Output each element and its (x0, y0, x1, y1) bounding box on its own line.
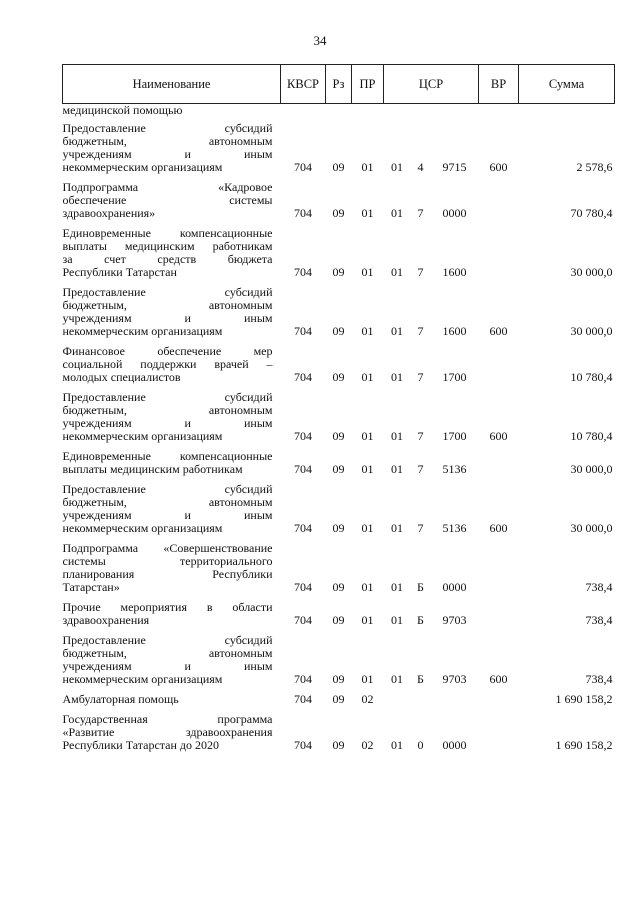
cell-pr: 01 (361, 265, 374, 279)
cell-csr2: 4 (417, 160, 424, 174)
cell-csr3: 5136 (442, 521, 467, 535)
row-name-line: Предоставление субсидий (62, 285, 273, 299)
cell-vr: 600 (489, 429, 508, 443)
row-name-line: учреждениям и иным (62, 147, 273, 161)
row-name-line: Амбулаторная помощь (62, 692, 179, 706)
cell-csr2: 7 (417, 370, 424, 384)
cell-pr: 01 (361, 672, 374, 686)
cell-csr2: Б (417, 672, 424, 686)
cell-pr: 02 (361, 692, 374, 706)
cell-csr1: 01 (391, 160, 403, 174)
cell-csr3: 1600 (442, 265, 467, 279)
row-name-line: обеспечение системы (62, 193, 273, 207)
row-name-line: системы территориального (62, 554, 273, 568)
cell-csr2: 0 (417, 738, 424, 752)
cell-rz: 09 (332, 429, 345, 443)
cell-csr1: 01 (391, 324, 403, 338)
cell-rz: 09 (332, 613, 345, 627)
cell-vr: 600 (489, 521, 508, 535)
row-name-line: бюджетным, автономным (62, 495, 273, 509)
cell-pr: 01 (361, 580, 374, 594)
page-number: 34 (313, 33, 327, 48)
cell-rz: 09 (332, 462, 345, 476)
cell-csr3 (431, 688, 479, 708)
row-name-line: здравоохранения» (62, 206, 156, 220)
row-name-line: за счет средств бюджета (62, 252, 273, 266)
cell-sum: 10 780,4 (570, 370, 613, 384)
header-sum: Сумма (519, 65, 615, 104)
row-name-line: учреждениям и иным (62, 416, 273, 430)
table-row (63, 537, 615, 596)
row-name (63, 386, 281, 445)
cell-kvsr: 704 (294, 370, 312, 384)
cell-csr3: 0000 (442, 580, 467, 594)
cell-csr3: 1700 (442, 429, 467, 443)
table-row (63, 386, 615, 445)
cell-rz: 09 (332, 521, 345, 535)
table-row (63, 478, 615, 537)
cell-csr2: Б (417, 613, 424, 627)
cell-sum: 738,4 (585, 613, 613, 627)
row-name-line: бюджетным, автономным (62, 403, 273, 417)
cell-sum: 30 000,0 (570, 462, 613, 476)
row-name-line: некоммерческим организациям (62, 160, 223, 174)
cell-csr3: 5136 (442, 462, 467, 476)
cell-rz: 09 (332, 324, 345, 338)
row-name-line: бюджетным, автономным (62, 646, 273, 660)
row-name-line: Предоставление субсидий (62, 633, 273, 647)
row-name-line: Единовременные компенсационные (62, 226, 273, 240)
cell-sum: 70 780,4 (570, 206, 613, 220)
budget-table (62, 64, 615, 754)
cell-kvsr: 704 (294, 613, 312, 627)
row-name-line: Предоставление субсидий (62, 390, 273, 404)
row-name (63, 445, 281, 478)
cell-rz: 09 (332, 265, 345, 279)
cell-csr2: 7 (417, 324, 424, 338)
cell-csr1: 01 (391, 580, 403, 594)
cell-vr (479, 596, 519, 629)
row-name (63, 117, 281, 176)
cell-csr1: 01 (391, 370, 403, 384)
cell-sum: 1 690 158,2 (555, 692, 613, 706)
row-name (63, 537, 281, 596)
cell-vr: 600 (489, 324, 508, 338)
table-row (63, 708, 615, 754)
continued-name (63, 104, 281, 118)
cell-kvsr: 704 (294, 324, 312, 338)
row-name-line: Подпрограмма «Кадровое (62, 180, 273, 194)
row-name-line: учреждениям и иным (62, 311, 273, 325)
header-kvsr: КВСР (281, 65, 326, 104)
cell-csr2: 7 (417, 265, 424, 279)
cell-pr: 02 (361, 738, 374, 752)
row-name-line: выплаты медицинским работникам (62, 239, 273, 253)
row-name-line: учреждениям и иным (62, 508, 273, 522)
cell-rz: 09 (332, 370, 345, 384)
row-name-line: Татарстан» (62, 580, 120, 594)
cell-vr (479, 176, 519, 222)
cell-vr: 600 (489, 672, 508, 686)
cell-csr2: 7 (417, 462, 424, 476)
cell-sum: 10 780,4 (570, 429, 613, 443)
row-name (63, 708, 281, 754)
cell-kvsr: 704 (294, 580, 312, 594)
cell-rz: 09 (332, 206, 345, 220)
row-name (63, 596, 281, 629)
cell-sum: 738,4 (585, 580, 613, 594)
cell-pr: 01 (361, 429, 374, 443)
row-name-line: некоммерческим организациям (62, 324, 223, 338)
row-name (63, 281, 281, 340)
row-name-line: социальной поддержки врачей – (62, 357, 273, 371)
cell-sum: 30 000,0 (570, 324, 613, 338)
cell-vr (479, 445, 519, 478)
cell-csr3: 0000 (442, 206, 467, 220)
cell-sum: 738,4 (585, 672, 613, 686)
header-vr: ВР (479, 65, 519, 104)
cell-csr1 (384, 688, 411, 708)
table-row (63, 445, 615, 478)
cell-pr: 01 (361, 462, 374, 476)
table-row (63, 281, 615, 340)
cell-sum: 30 000,0 (570, 265, 613, 279)
row-name-line: Предоставление субсидий (62, 482, 273, 496)
cell-kvsr: 704 (294, 160, 312, 174)
cell-csr2: 7 (417, 521, 424, 535)
header-pr: ПР (352, 65, 384, 104)
cell-csr1: 01 (391, 462, 403, 476)
cell-pr: 01 (361, 324, 374, 338)
table-row (63, 176, 615, 222)
cell-rz: 09 (332, 580, 345, 594)
cell-rz: 09 (332, 672, 345, 686)
cell-csr2: 7 (417, 429, 424, 443)
row-name-line: Государственная программа (62, 712, 273, 726)
header-csr: ЦСР (384, 65, 479, 104)
header-name: Наименование (63, 65, 281, 104)
cell-vr (479, 340, 519, 386)
cell-kvsr: 704 (294, 521, 312, 535)
row-name (63, 629, 281, 688)
row-name (63, 222, 281, 281)
table-row (63, 117, 615, 176)
cell-vr (479, 688, 519, 708)
row-name-line: «Развитие здравоохранения (62, 725, 273, 739)
cell-csr1: 01 (391, 206, 403, 220)
row-name-line: Прочие мероприятия в области (62, 600, 273, 614)
cell-csr1: 01 (391, 613, 403, 627)
row-name (63, 688, 281, 708)
cell-csr3: 1600 (442, 324, 467, 338)
continued-text: медицинской помощью (62, 103, 183, 117)
table-row (63, 596, 615, 629)
row-name-line: молодых специалистов (62, 370, 181, 384)
row-name-line: Предоставление субсидий (62, 121, 273, 135)
row-name-line: выплаты медицинским работникам (62, 462, 243, 476)
table-row (63, 688, 615, 708)
cell-pr: 01 (361, 521, 374, 535)
table-header-row (63, 65, 615, 104)
cell-sum: 2 578,6 (576, 160, 613, 174)
cell-csr1: 01 (391, 738, 403, 752)
cell-vr (479, 708, 519, 754)
row-name-line: некоммерческим организациям (62, 429, 223, 443)
cell-kvsr: 704 (294, 692, 312, 706)
row-name-line: планирования Республики (62, 567, 273, 581)
continued-row (63, 104, 615, 118)
row-name-line: бюджетным, автономным (62, 298, 273, 312)
cell-csr2: Б (417, 580, 424, 594)
row-name-line: бюджетным, автономным (62, 134, 273, 148)
cell-kvsr: 704 (294, 429, 312, 443)
cell-csr1: 01 (391, 265, 403, 279)
cell-csr3: 9703 (442, 672, 467, 686)
cell-csr3: 9703 (442, 613, 467, 627)
cell-csr3: 0000 (442, 738, 467, 752)
row-name-line: здравоохранения (62, 613, 150, 627)
header-rz: Рз (326, 65, 352, 104)
cell-kvsr: 704 (294, 265, 312, 279)
cell-vr: 600 (489, 160, 508, 174)
cell-kvsr: 704 (294, 462, 312, 476)
cell-csr3: 1700 (442, 370, 467, 384)
row-name-line: Финансовое обеспечение мер (62, 344, 273, 358)
cell-kvsr: 704 (294, 738, 312, 752)
cell-pr: 01 (361, 613, 374, 627)
row-name-line: Республики Татарстан до 2020 (62, 738, 220, 752)
cell-vr (479, 222, 519, 281)
cell-sum: 1 690 158,2 (555, 738, 613, 752)
table-row (63, 629, 615, 688)
cell-csr1: 01 (391, 521, 403, 535)
row-name-line: некоммерческим организациям (62, 672, 223, 686)
row-name (63, 176, 281, 222)
table-row (63, 340, 615, 386)
row-name-line: Подпрограмма «Совершенствование (62, 541, 273, 555)
cell-rz: 09 (332, 160, 345, 174)
row-name-line: учреждениям и иным (62, 659, 273, 673)
cell-sum: 30 000,0 (570, 521, 613, 535)
cell-kvsr: 704 (294, 672, 312, 686)
cell-csr1: 01 (391, 672, 403, 686)
cell-csr2 (411, 688, 431, 708)
cell-kvsr: 704 (294, 206, 312, 220)
cell-pr: 01 (361, 206, 374, 220)
row-name-line: Единовременные компенсационные (62, 449, 273, 463)
cell-rz: 09 (332, 692, 345, 706)
cell-csr3: 9715 (442, 160, 467, 174)
table-row (63, 222, 615, 281)
row-name-line: Республики Татарстан (62, 265, 177, 279)
row-name (63, 340, 281, 386)
cell-pr: 01 (361, 160, 374, 174)
row-name (63, 478, 281, 537)
row-name-line: некоммерческим организациям (62, 521, 223, 535)
cell-csr2: 7 (417, 206, 424, 220)
cell-pr: 01 (361, 370, 374, 384)
cell-vr (479, 537, 519, 596)
cell-csr1: 01 (391, 429, 403, 443)
cell-rz: 09 (332, 738, 345, 752)
